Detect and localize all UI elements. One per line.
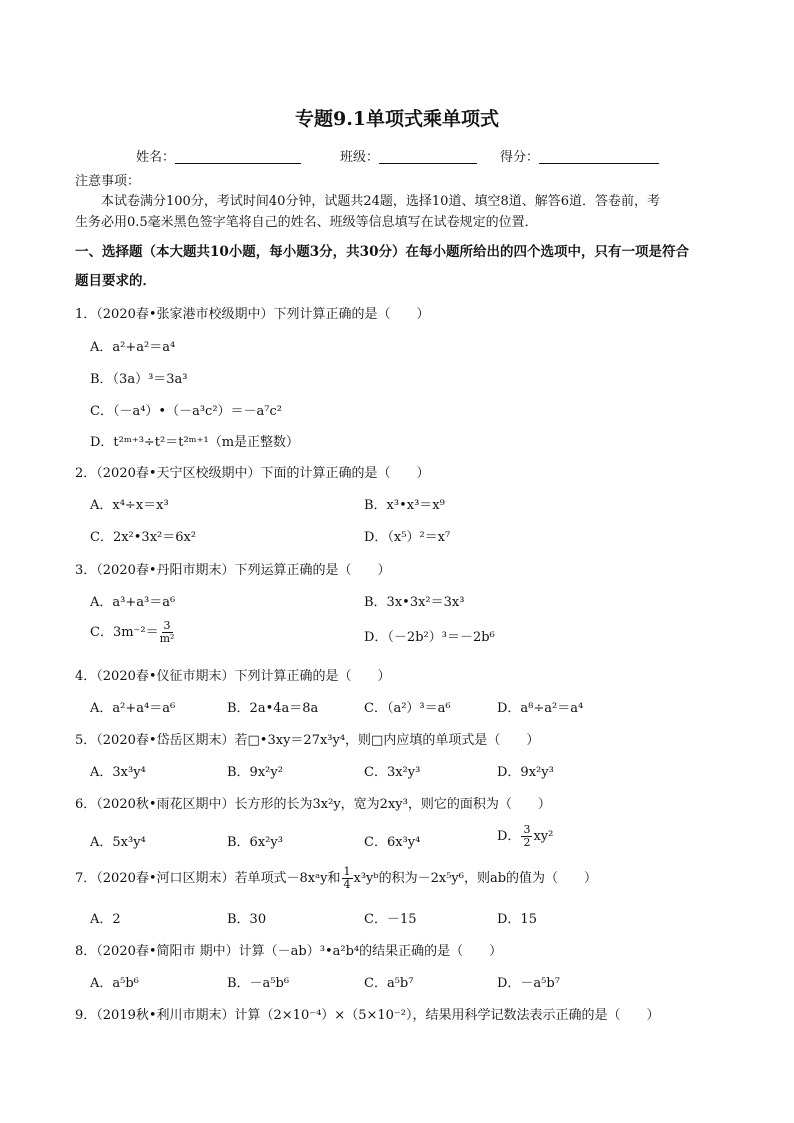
question-6-option-d-label: D． — [497, 829, 521, 844]
question-8-option-c[interactable]: C．a⁵b⁷ — [364, 976, 414, 991]
class-label: 班级： — [340, 150, 380, 165]
question-3-stem: 3．（2020春•丹阳市期末）下列运算正确的是（ ） — [75, 563, 391, 578]
question-9-stem: 9．（2019秋•利川市期末）计算（2×10⁻⁴）×（5×10⁻²），结果用科学记数法表示正确的是（ ） — [75, 1008, 660, 1023]
score-blank — [539, 149, 659, 164]
question-4-option-d[interactable]: D．a⁸÷a²＝a⁴ — [497, 701, 584, 716]
question-1-option-c[interactable]: C．（－a⁴）•（－a³c²）＝－a⁷c² — [90, 404, 282, 419]
question-4-option-a[interactable]: A．a²+a⁴＝a⁶ — [90, 701, 176, 716]
question-1-option-d[interactable]: D．t²ᵐ⁺³÷t²＝t²ᵐ⁺¹（m是正整数） — [90, 435, 300, 450]
question-3-option-b[interactable]: B．3x•3x²＝3x³ — [364, 595, 465, 610]
question-7-option-b[interactable]: B．30 — [227, 912, 267, 927]
class-blank — [379, 149, 477, 164]
question-2-stem: 2．（2020春•天宁区校级期中）下面的计算正确的是（ ） — [75, 466, 430, 481]
question-7-option-a[interactable]: A．2 — [90, 912, 121, 927]
question-8-stem: 8．（2020春•简阳市 期中）计算（－ab）³•a²b⁴的结果正确的是（ ） — [75, 944, 503, 959]
question-6-option-c[interactable]: C．6x³y⁴ — [364, 835, 421, 850]
question-6-option-d-fraction — [521, 824, 532, 849]
score-label: 得分： — [500, 150, 540, 165]
question-5-option-c[interactable]: C．3x²y³ — [364, 765, 421, 780]
question-5-option-b[interactable]: B．9x²y² — [227, 765, 283, 780]
question-7-option-c[interactable]: C．－15 — [364, 912, 417, 927]
question-6-option-d-tail: xy² — [533, 829, 554, 844]
question-7-stem-part-1: 7．（2020春•河口区期末）若单项式－8xᵃy和 — [75, 871, 341, 886]
fraction-numerator: 1 — [343, 865, 351, 878]
page-title: 专题9.1单项式乘单项式 — [294, 108, 500, 130]
question-6-stem: 6．（2020秋•雨花区期中）长方形的长为3x²y，宽为2xy³，则它的面积为（ ） — [75, 797, 551, 812]
section-heading-line-1: 一、选择题（本大题共10小题，每小题3分，共30分）在每小题所给出的四个选项中，只有一项是符合 — [75, 244, 689, 260]
question-3-option-a[interactable]: A．a³+a³＝a⁶ — [90, 595, 176, 610]
name-field — [136, 146, 301, 165]
question-2-option-b[interactable]: B．x³•x³＝x⁹ — [364, 498, 445, 513]
question-7-stem-fraction — [342, 866, 353, 891]
question-1-option-a[interactable]: A．a²+a²＝a⁴ — [90, 340, 176, 355]
question-7-option-d[interactable]: D．15 — [497, 912, 537, 927]
score-field — [500, 146, 659, 165]
fraction-numerator: 3 — [523, 823, 531, 836]
question-7-stem-part-2: x³yᵇ的积为－2x⁵y⁶，则ab的值为（ ） — [353, 871, 598, 886]
question-2-option-a[interactable]: A．x⁴÷x＝x³ — [90, 498, 169, 513]
question-2-option-d[interactable]: D．（x⁵）²＝x⁷ — [364, 530, 451, 545]
fraction-denominator: 2 — [523, 836, 531, 849]
fraction-denominator: 4 — [343, 878, 351, 891]
fraction-denominator: m² — [159, 632, 175, 645]
question-3-option-c[interactable] — [90, 620, 175, 645]
question-2-option-c[interactable]: C．2x²•3x²＝6x² — [90, 530, 197, 545]
question-3-option-d[interactable]: D．（－2b²）³＝－2b⁶ — [364, 630, 495, 645]
fraction-numerator: 3 — [163, 619, 171, 632]
question-3-option-c-text: C．3m⁻²＝ — [90, 625, 159, 640]
question-1-stem: 1．（2020春•张家港市校级期中）下列计算正确的是（ ） — [75, 307, 430, 322]
question-6-option-b[interactable]: B．6x²y³ — [227, 835, 283, 850]
question-6-option-d[interactable] — [497, 824, 553, 849]
question-5-option-d[interactable]: D．9x²y³ — [497, 765, 554, 780]
question-4-stem: 4．（2020春•仪征市期末）下列计算正确的是（ ） — [75, 669, 391, 684]
class-field — [340, 146, 477, 165]
section-heading-line-2: 题目要求的． — [75, 273, 156, 289]
question-5-option-a[interactable]: A．3x³y⁴ — [90, 765, 146, 780]
question-6-option-a[interactable]: A．5x³y⁴ — [90, 835, 146, 850]
question-8-option-a[interactable]: A．a⁵b⁶ — [90, 976, 139, 991]
question-4-option-c[interactable]: C．（a²）³＝a⁶ — [364, 701, 451, 716]
notice-heading: 注意事项： — [75, 174, 141, 189]
question-4-option-b[interactable]: B．2a•4a＝8a — [227, 701, 319, 716]
name-label: 姓名： — [136, 150, 176, 165]
question-7-stem — [75, 866, 597, 891]
question-5-stem: 5．（2020春•岱岳区期末）若□•3xy＝27x³y⁴，则□内应填的单项式是（ ） — [75, 733, 540, 748]
notice-line-1: 本试卷满分100分，考试时间40分钟，试题共24题，选择10道、填空8道、解答6道．答卷前，考 — [101, 194, 660, 209]
question-8-option-d[interactable]: D．－a⁵b⁷ — [497, 976, 560, 991]
question-8-option-b[interactable]: B．－a⁵b⁶ — [227, 976, 290, 991]
question-3-option-c-fraction — [160, 620, 175, 645]
name-blank — [175, 149, 301, 164]
question-1-option-b[interactable]: B．（3a）³＝3a³ — [90, 372, 188, 387]
notice-line-2: 生务必用0.5毫米黑色签字笔将自己的姓名、班级等信息填写在试卷规定的位置． — [75, 215, 538, 230]
